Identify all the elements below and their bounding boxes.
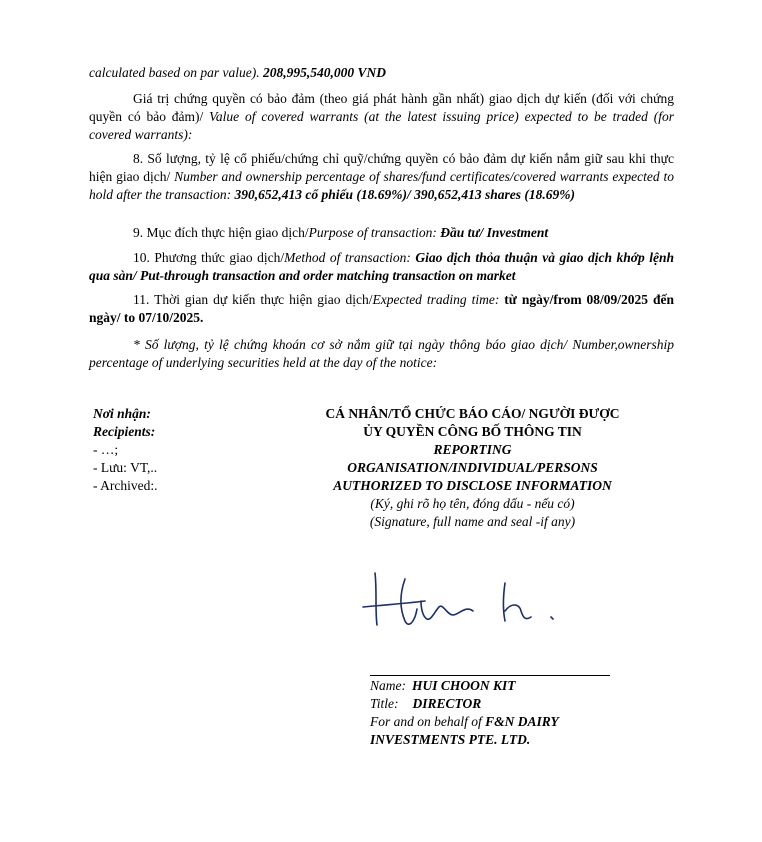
recipient-item: - Archived:. [93, 478, 158, 493]
paragraph-item-8 [89, 150, 674, 204]
paragraph-par-value [89, 64, 674, 82]
signer-title: DIRECTOR [412, 696, 482, 711]
item-9-value: Đầu tư/ Investment [440, 225, 549, 240]
reporter-title-vi-1: CÁ NHÂN/TỔ CHỨC BÁO CÁO/ NGƯỜI ĐƯỢC [325, 406, 620, 421]
recipient-item: - Lưu: VT,.. [93, 460, 158, 475]
covered-warrants-en: Value of covered warrants (at the latest issuing price) expected to be traded (for covered warrants): [89, 109, 674, 142]
item-11-vi: 11. Thời gian dự kiến thực hiện giao dịch/ [133, 292, 373, 307]
paragraph-item-11 [89, 291, 674, 327]
paragraph-covered-warrants-value [89, 90, 674, 144]
reporter-title-en-2: ORGANISATION/INDIVIDUAL/PERSONS [347, 460, 598, 475]
item-8-value: 390,652,413 cổ phiếu (18.69%)/ 390,652,413 shares (18.69%) [234, 187, 575, 202]
item-8-en: Number and ownership percentage of shares/fund certificates/covered warrants expected to hold after the transaction: [89, 169, 675, 202]
signature-line [370, 675, 610, 676]
recipients-label-en: Recipients: [93, 424, 156, 439]
paragraph-item-10 [89, 249, 674, 285]
reporter-title-en-1: REPORTING [433, 442, 512, 457]
item-9-en: Purpose of transaction: [308, 225, 441, 240]
handwritten-signature [355, 565, 575, 635]
paragraph-item-9 [89, 224, 674, 242]
item-10-value: Giao dịch thỏa thuận và giao dịch khớp lệnh qua sàn/ Put-through transaction and order matching transaction on market [89, 250, 674, 283]
recipient-item: - …; [93, 442, 119, 457]
item-10-en: Method of transaction: [284, 250, 416, 265]
signer-block [370, 677, 559, 749]
par-value-amount: 208,995,540,000 VND [262, 65, 386, 80]
covered-warrants-vi: Giá trị chứng quyền có bảo đảm (theo giá phát hành gần nhất) giao dịch dự kiến (đối với chứng quyền có bảo đảm)/ [89, 91, 674, 124]
item-9-vi: 9. Mục đích thực hiện giao dịch/ [133, 225, 309, 240]
signer-title-label: Title: [370, 696, 399, 711]
signature-instruction-vi: (Ký, ghi rõ họ tên, đóng dấu - nếu có) [370, 496, 575, 511]
company-name-1: F&N DAIRY [485, 714, 559, 729]
recipients-label-vi: Nơi nhận: [93, 406, 151, 421]
reporter-title-en-3: AUTHORIZED TO DISCLOSE INFORMATION [333, 478, 612, 493]
reporter-block [300, 405, 645, 531]
signer-name-label: Name: [370, 678, 406, 693]
company-name-2: INVESTMENTS PTE. LTD. [370, 732, 531, 747]
recipients-block [93, 405, 157, 495]
behalf-label: For and on behalf of [370, 714, 486, 729]
reporter-title-vi-2: ỦY QUYỀN CÔNG BỐ THÔNG TIN [363, 424, 582, 439]
signer-name: HUI CHOON KIT [412, 678, 516, 693]
item-10-vi: 10. Phương thức giao dịch/ [133, 250, 285, 265]
signature-instruction-en: (Signature, full name and seal -if any) [369, 514, 576, 529]
footnote-text: * Số lượng, tỷ lệ chứng khoán cơ sở nắm giữ tại ngày thông báo giao dịch/ Number,ownership percentage of underlying securities held at the day of the notice: [89, 337, 674, 370]
item-11-en: Expected trading time: [372, 292, 505, 307]
par-value-text: calculated based on par value). [89, 65, 263, 80]
item-8-vi: 8. Số lượng, tỷ lệ cổ phiếu/chứng chỉ quỹ/chứng quyền có bảo đảm dự kiến nắm giữ sau khi thực hiện giao dịch/ [89, 151, 674, 184]
paragraph-footnote [89, 336, 674, 372]
item-11-value: từ ngày/from 08/09/2025 đến ngày/ to 07/10/2025. [89, 292, 674, 325]
